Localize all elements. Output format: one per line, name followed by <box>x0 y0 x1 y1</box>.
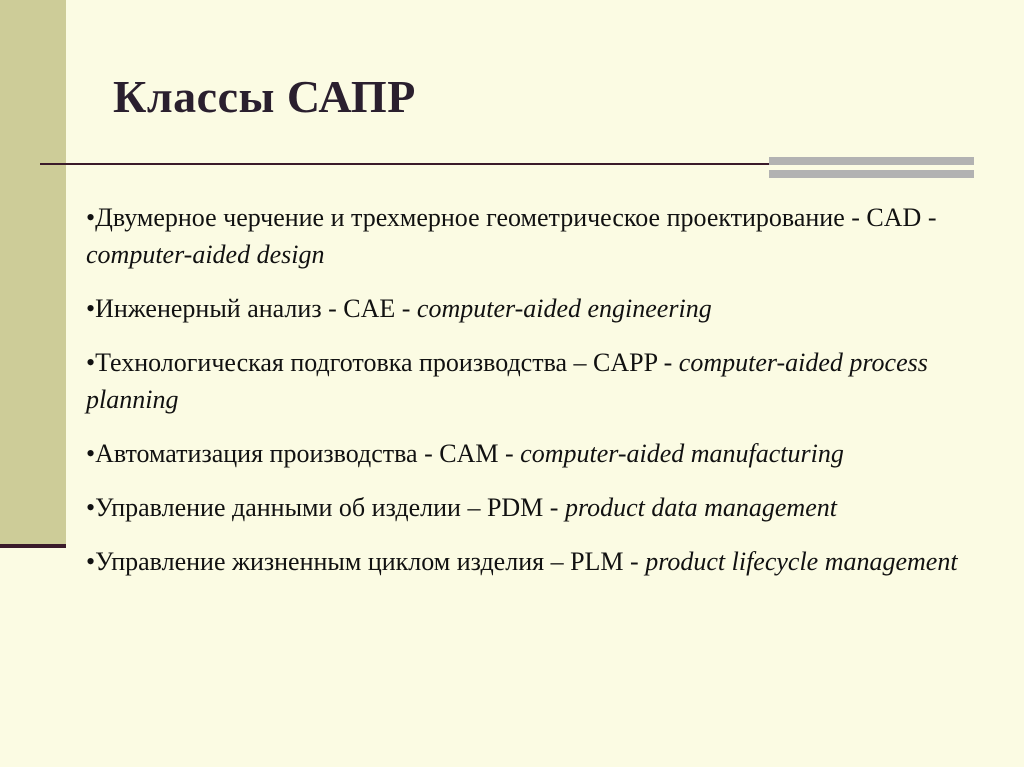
item-term: computer-aided design <box>86 240 325 269</box>
list-item-cad <box>86 199 986 273</box>
item-text: •Управление жизненным циклом изделия – PLM - <box>86 547 646 576</box>
item-text: •Двумерное черчение и трехмерное геометрическое проектирование - CAD - <box>86 203 937 232</box>
item-term: product data management <box>564 493 837 522</box>
list-item-cam <box>86 435 986 472</box>
item-text: •Технологическая подготовка производства – CAPP - <box>86 348 679 377</box>
item-term: computer-aided manufacturing <box>520 439 844 468</box>
list-item-plm <box>86 543 986 580</box>
item-term: product lifecycle management <box>645 547 958 576</box>
item-text: •Управление данными об изделии – PDM - <box>86 493 565 522</box>
list-item-capp <box>86 344 986 418</box>
accent-bar-top <box>769 157 974 165</box>
item-term: computer-aided engineering <box>416 294 712 323</box>
item-term: computer-aided process planning <box>86 348 928 414</box>
item-text: •Автоматизация производства - CAM - <box>86 439 521 468</box>
item-text: •Инженерный анализ - CAE - <box>86 294 417 323</box>
list-item-cae <box>86 290 986 327</box>
sidebar-divider <box>0 544 66 548</box>
accent-bar-bottom <box>769 170 974 178</box>
list-item-pdm <box>86 489 986 526</box>
bullet-list <box>86 199 986 597</box>
slide-title: Классы САПР <box>113 71 416 122</box>
decorative-sidebar <box>0 0 66 546</box>
